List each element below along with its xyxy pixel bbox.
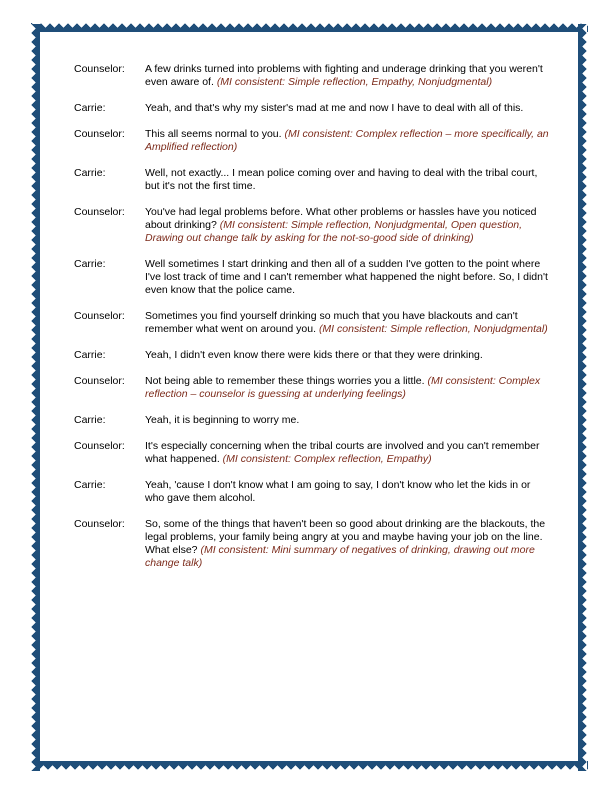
- utterance-text: You've had legal problems before. What other problems or hassles have you noticed about drinking?: [145, 206, 537, 231]
- utterance-text: Not being able to remember these things worries you a little.: [145, 375, 425, 387]
- border-bottom: [32, 761, 588, 770]
- dialogue-transcript: [74, 63, 552, 583]
- dialogue-row: [74, 349, 552, 362]
- border-right: [578, 24, 587, 771]
- utterance: [145, 518, 550, 570]
- dialogue-row: [74, 414, 552, 427]
- utterance-text: Yeah, I didn't even know there were kids there or that they were drinking.: [145, 349, 483, 361]
- utterance: [145, 440, 550, 466]
- dialogue-row: [74, 206, 552, 245]
- border-left: [31, 24, 40, 771]
- dialogue-row: [74, 102, 552, 115]
- utterance-text: So, some of the things that haven't been so good about drinking are the blackouts, the legal problems, your family being angry at you and maybe having your job on the line. What else?: [145, 518, 546, 556]
- speaker-label: Carrie:: [74, 167, 106, 179]
- mi-note: (MI consistent: Simple reflection, Nonjudgmental): [318, 323, 548, 335]
- utterance: [145, 102, 550, 115]
- utterance: [145, 128, 550, 154]
- mi-note: (MI consistent: Complex reflection, Empathy): [222, 453, 432, 465]
- dialogue-row: [74, 167, 552, 193]
- mi-note: (MI consistent: Simple reflection, Nonjudgmental, Open question, Drawing out change talk by asking for the not-so-good side of drinking): [145, 219, 523, 244]
- speaker-label: Carrie:: [74, 102, 106, 114]
- dialogue-row: [74, 518, 552, 570]
- utterance: [145, 479, 550, 505]
- border-top: [32, 23, 588, 32]
- speaker-label: Counselor:: [74, 375, 125, 387]
- mi-note: (MI consistent: Complex reflection – counselor is guessing at underlying feelings): [145, 375, 541, 400]
- utterance: [145, 349, 550, 362]
- utterance-text: Yeah, 'cause I don't know what I am going to say, I don't know who let the kids in or who gave them alcohol.: [145, 479, 531, 504]
- utterance: [145, 167, 550, 193]
- speaker-label: Counselor:: [74, 440, 125, 452]
- utterance: [145, 414, 550, 427]
- utterance: [145, 206, 550, 245]
- utterance-text: Yeah, it is beginning to worry me.: [145, 414, 300, 426]
- dialogue-row: [74, 128, 552, 154]
- dialogue-row: [74, 310, 552, 336]
- utterance: [145, 258, 550, 297]
- speaker-label: Counselor:: [74, 63, 125, 75]
- utterance-text: Well, not exactly... I mean police coming over and having to deal with the tribal court, but it's not the first time.: [145, 167, 538, 192]
- utterance: [145, 375, 550, 401]
- dialogue-row: [74, 375, 552, 401]
- dialogue-row: [74, 63, 552, 89]
- speaker-label: Carrie:: [74, 258, 106, 270]
- speaker-label: Counselor:: [74, 518, 125, 530]
- utterance: [145, 310, 550, 336]
- dialogue-row: [74, 258, 552, 297]
- speaker-label: Carrie:: [74, 349, 106, 361]
- speaker-label: Counselor:: [74, 128, 125, 140]
- utterance: [145, 63, 550, 89]
- utterance-text: Sometimes you find yourself drinking so much that you have blackouts and can't remember what went on around you.: [145, 310, 518, 335]
- mi-note: (MI consistent: Simple reflection, Empathy, Nonjudgmental): [216, 76, 493, 88]
- utterance-text: A few drinks turned into problems with fighting and underage drinking that you weren't even aware of.: [145, 63, 543, 88]
- utterance-text: It's especially concerning when the tribal courts are involved and you can't remember what happened.: [145, 440, 540, 465]
- utterance-text: Well sometimes I start drinking and then all of a sudden I've gotten to the point where I've lost track of time and I can't remember what happened the night before. So, I didn't even know that the police came.: [145, 258, 548, 296]
- speaker-label: Counselor:: [74, 310, 125, 322]
- dialogue-row: [74, 479, 552, 505]
- utterance-text: Yeah, and that's why my sister's mad at me and now I have to deal with all of this.: [145, 102, 524, 114]
- speaker-label: Carrie:: [74, 414, 106, 426]
- mi-note: (MI consistent: Complex reflection – more specifically, an Amplified reflection): [145, 128, 549, 153]
- mi-note: (MI consistent: Mini summary of negatives of drinking, drawing out more change talk): [145, 544, 535, 569]
- utterance-text: This all seems normal to you.: [145, 128, 282, 140]
- dialogue-row: [74, 440, 552, 466]
- speaker-label: Counselor:: [74, 206, 125, 218]
- speaker-label: Carrie:: [74, 479, 106, 491]
